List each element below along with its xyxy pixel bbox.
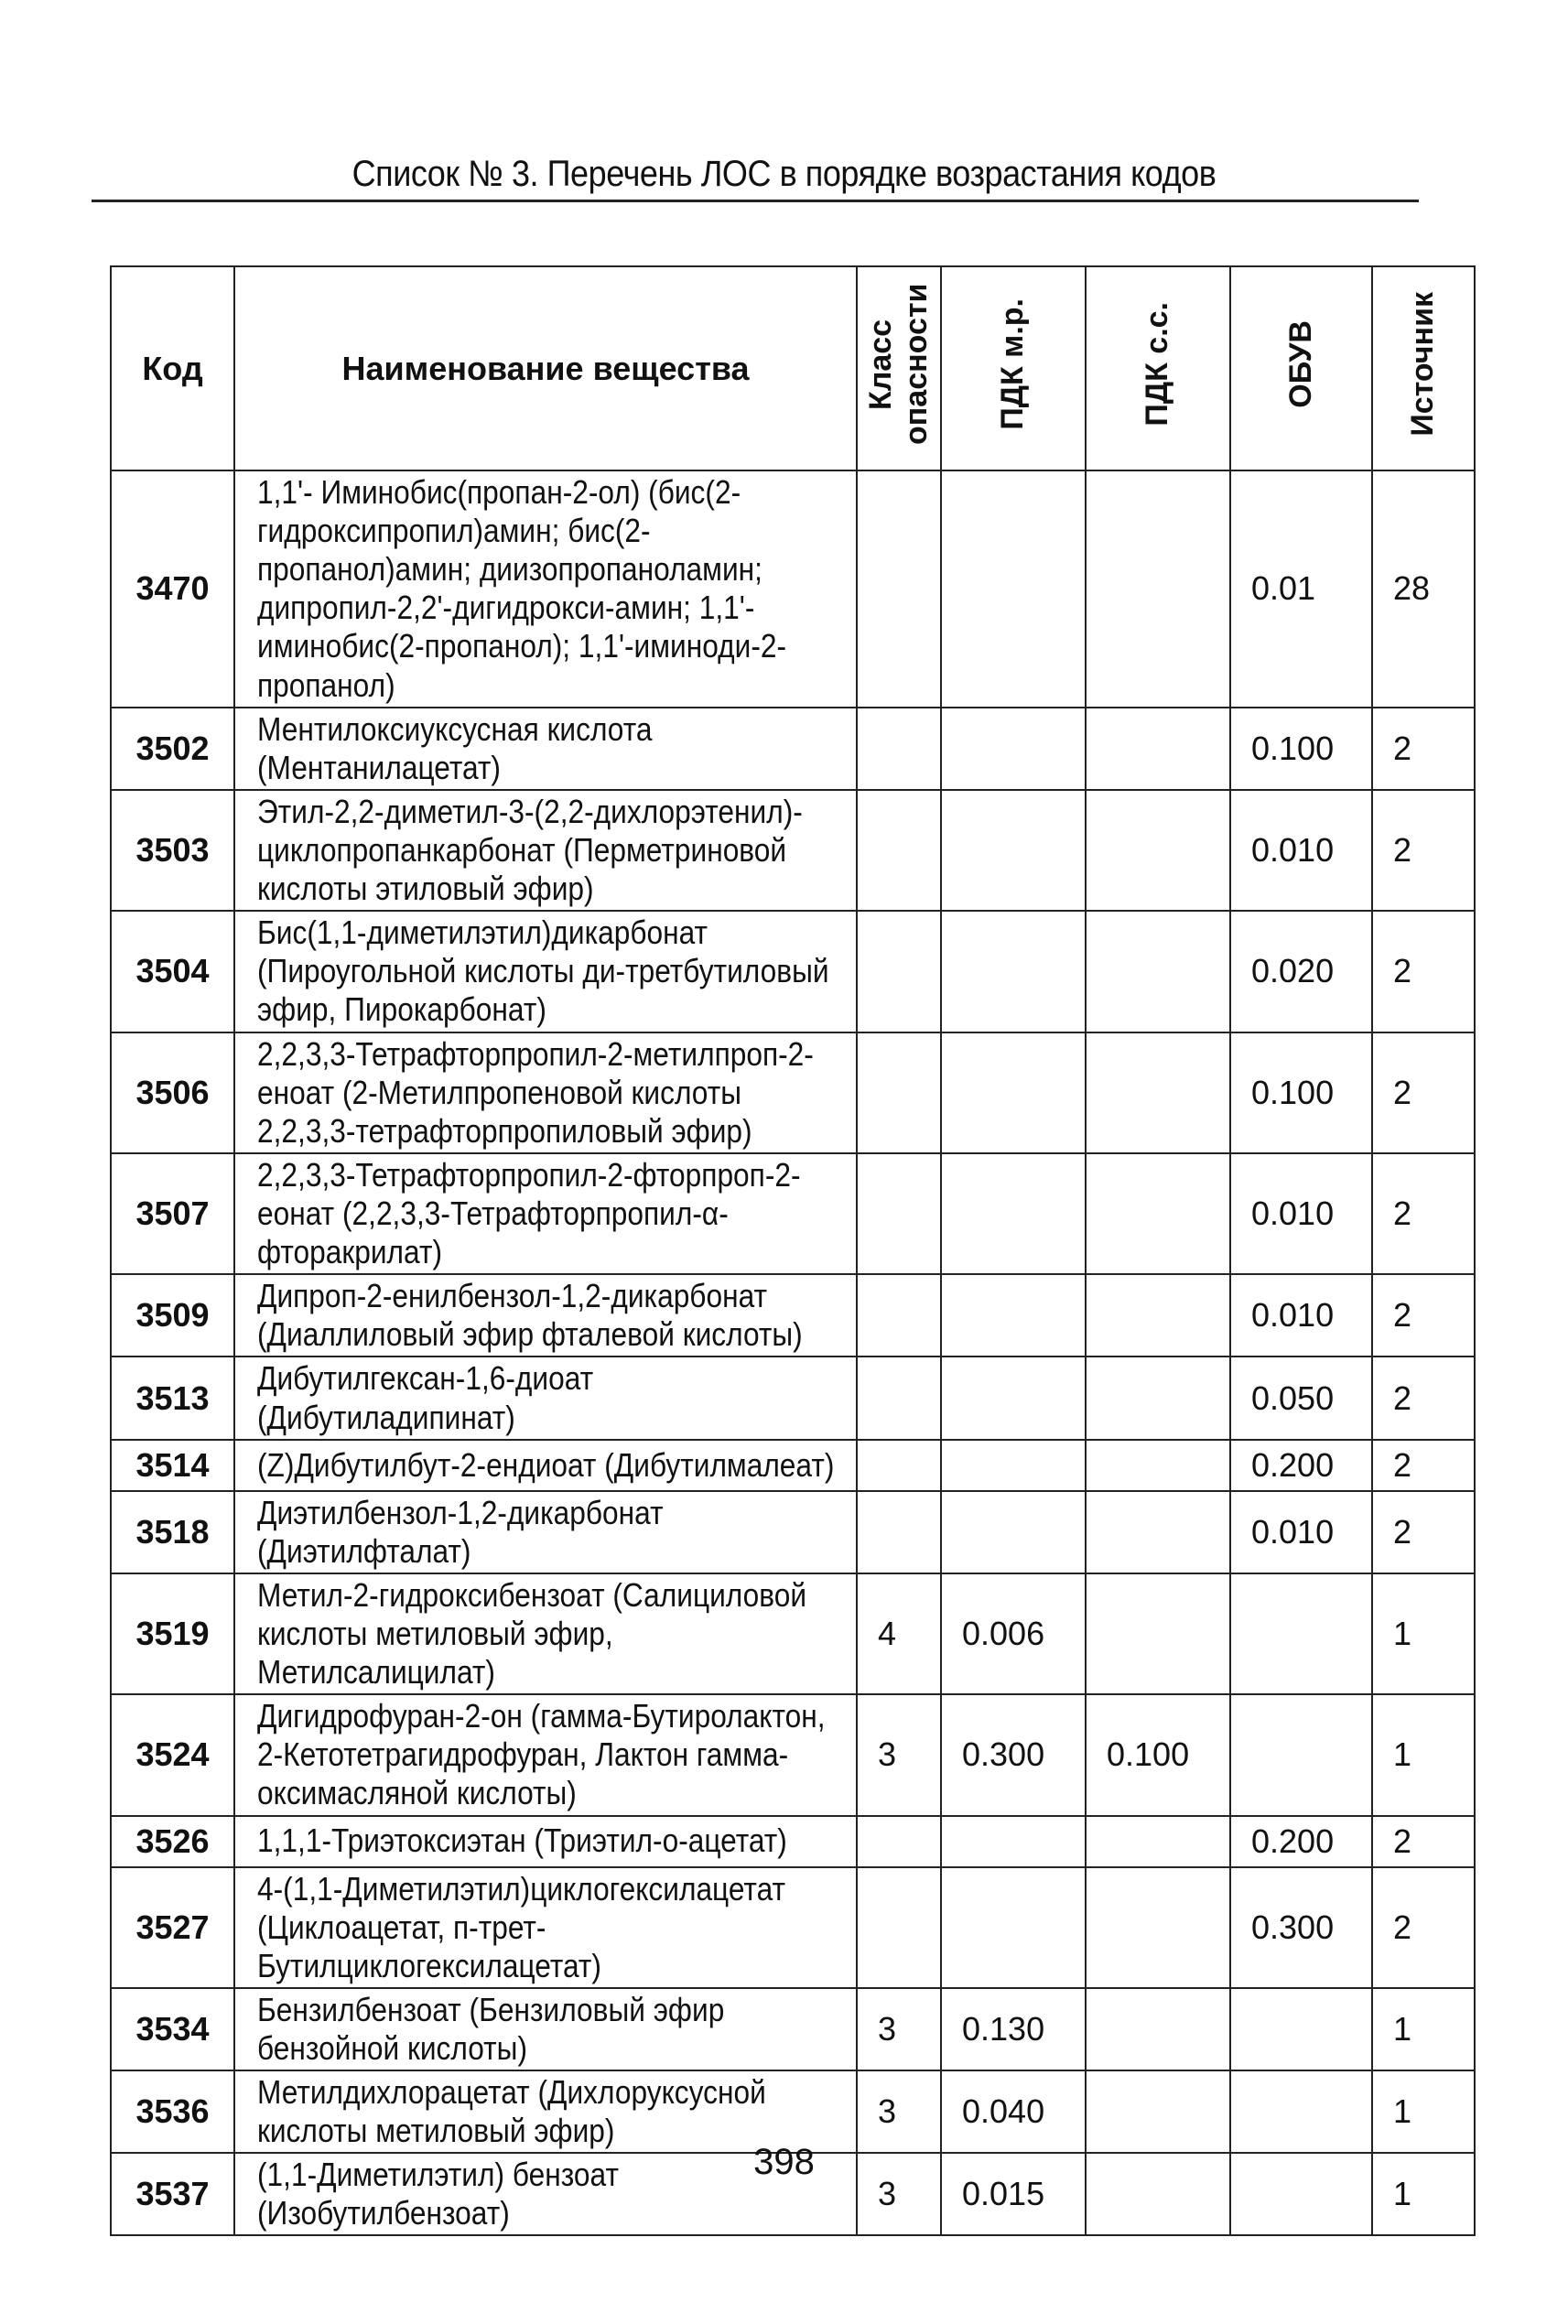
cell-name: (Z)Дибутилбут-2-ендиоат (Дибутилмалеат) (234, 1440, 857, 1491)
cell-pdk-mr (941, 1867, 1086, 1988)
cell-pdk-mr (941, 1357, 1086, 1439)
cell-pdk-ss (1086, 470, 1230, 708)
table-row (111, 1988, 1475, 2070)
table-header-row (111, 266, 1475, 470)
col-header-obuv: ОБУВ (1230, 266, 1372, 470)
col-header-hazard-class: Класс опасности (857, 266, 941, 470)
cell-pdk-mr (941, 1491, 1086, 1573)
cell-source: 2 (1372, 1816, 1475, 1867)
cell-obuv (1230, 2070, 1372, 2153)
cell-code: 3514 (111, 1440, 234, 1491)
cell-name: 2,2,3,3-Тетрафторпропил-2-метилпроп-2-еноат (2-Метилпропеновой кислоты 2,2,3,3-тетрафторпропиловый эфир) (234, 1032, 857, 1153)
substances-table (110, 265, 1476, 2236)
cell-obuv (1230, 1988, 1372, 2070)
cell-name: Дипроп-2-енилбензол-1,2-дикарбонат (Диаллиловый эфир фталевой кислоты) (234, 1274, 857, 1357)
cell-pdk-mr (941, 790, 1086, 911)
table-row (111, 1440, 1475, 1491)
cell-name: 1,1'- Иминобис(пропан-2-ол) (бис(2-гидроксипропил)амин; бис(2-пропанол)амин; диизопропаноламин; дипропил-2,2'-дигидрокси-амин; 1,1'-иминобис(2-пропанол); 1,1'-иминоди-2-пропанол) (234, 470, 857, 708)
cell-pdk-ss (1086, 1867, 1230, 1988)
cell-source: 1 (1372, 1988, 1475, 2070)
cell-pdk-ss (1086, 1357, 1230, 1439)
cell-hazard-class: 3 (857, 2070, 941, 2153)
cell-obuv (1230, 1573, 1372, 1694)
cell-source: 2 (1372, 1274, 1475, 1357)
table-row (111, 1573, 1475, 1694)
cell-obuv (1230, 1694, 1372, 1815)
cell-obuv: 0.010 (1230, 1153, 1372, 1274)
cell-code: 3509 (111, 1274, 234, 1357)
cell-name: Метил-2-гидроксибензоат (Салициловой кислоты метиловый эфир, Метилсалицилат) (234, 1573, 857, 1694)
cell-obuv: 0.010 (1230, 1491, 1372, 1573)
cell-obuv: 0.100 (1230, 1032, 1372, 1153)
cell-source: 2 (1372, 1491, 1475, 1573)
cell-code: 3536 (111, 2070, 234, 2153)
cell-obuv: 0.300 (1230, 1867, 1372, 1988)
cell-code: 3506 (111, 1032, 234, 1153)
cell-code: 3507 (111, 1153, 234, 1274)
cell-pdk-mr (941, 470, 1086, 708)
cell-source: 2 (1372, 911, 1475, 1032)
header-rule (92, 200, 1419, 202)
table-row (111, 1816, 1475, 1867)
cell-obuv: 0.010 (1230, 790, 1372, 911)
cell-code: 3513 (111, 1357, 234, 1439)
cell-pdk-ss (1086, 2070, 1230, 2153)
cell-pdk-ss (1086, 1032, 1230, 1153)
col-header-name: Наименование вещества (234, 266, 857, 470)
cell-name: Метилдихлорацетат (Дихлоруксусной кислоты метиловый эфир) (234, 2070, 857, 2153)
cell-hazard-class: 4 (857, 1573, 941, 1694)
cell-pdk-mr (941, 1032, 1086, 1153)
cell-pdk-mr (941, 911, 1086, 1032)
cell-source: 2 (1372, 1440, 1475, 1491)
cell-pdk-mr (941, 1153, 1086, 1274)
cell-code: 3502 (111, 708, 234, 790)
cell-source: 1 (1372, 2153, 1475, 2235)
col-header-pdk-ss: ПДК с.с. (1086, 266, 1230, 470)
col-header-source: Источник (1372, 266, 1475, 470)
table-row (111, 911, 1475, 1032)
cell-pdk-mr (941, 1816, 1086, 1867)
cell-name: Этил-2,2-диметил-3-(2,2-дихлорэтенил)-циклопропанкарбонат (Перметриновой кислоты этиловый эфир) (234, 790, 857, 911)
table-row (111, 1032, 1475, 1153)
cell-pdk-mr (941, 1440, 1086, 1491)
cell-pdk-ss (1086, 1274, 1230, 1357)
table-row (111, 2070, 1475, 2153)
cell-pdk-mr: 0.015 (941, 2153, 1086, 2235)
cell-pdk-mr: 0.300 (941, 1694, 1086, 1815)
table-row (111, 470, 1475, 708)
cell-name: Бис(1,1-диметилэтил)дикарбонат (Пироугольной кислоты ди-третбутиловый эфир, Пирокарбонат) (234, 911, 857, 1032)
cell-pdk-ss: 0.100 (1086, 1694, 1230, 1815)
cell-obuv: 0.01 (1230, 470, 1372, 708)
cell-code: 3504 (111, 911, 234, 1032)
cell-name: Бензилбензоат (Бензиловый эфир бензойной кислоты) (234, 1988, 857, 2070)
cell-code: 3526 (111, 1816, 234, 1867)
table-row (111, 1694, 1475, 1815)
cell-pdk-mr: 0.040 (941, 2070, 1086, 2153)
cell-name: Дибутилгексан-1,6-диоат (Дибутиладипинат) (234, 1357, 857, 1439)
table-row (111, 790, 1475, 911)
cell-name: Ментилоксиуксусная кислота (Ментанилацетат) (234, 708, 857, 790)
cell-obuv: 0.200 (1230, 1816, 1372, 1867)
cell-code: 3534 (111, 1988, 234, 2070)
cell-name: Диэтилбензол-1,2-дикарбонат (Диэтилфталат) (234, 1491, 857, 1573)
cell-pdk-ss (1086, 1153, 1230, 1274)
cell-source: 2 (1372, 790, 1475, 911)
cell-hazard-class: 3 (857, 1694, 941, 1815)
cell-name: 2,2,3,3-Тетрафторпропил-2-фторпроп-2-еонат (2,2,3,3-Тетрафторпропил-α-фторакрилат) (234, 1153, 857, 1274)
cell-hazard-class: 3 (857, 1988, 941, 2070)
cell-pdk-ss (1086, 790, 1230, 911)
cell-pdk-mr: 0.130 (941, 1988, 1086, 2070)
table-row (111, 1274, 1475, 1357)
table-row (111, 1491, 1475, 1573)
cell-obuv: 0.200 (1230, 1440, 1372, 1491)
cell-code: 3519 (111, 1573, 234, 1694)
cell-hazard-class: 3 (857, 2153, 941, 2235)
table-row (111, 1153, 1475, 1274)
cell-code: 3527 (111, 1867, 234, 1988)
cell-code: 3518 (111, 1491, 234, 1573)
cell-source: 28 (1372, 470, 1475, 708)
table-row (111, 1867, 1475, 1988)
cell-pdk-mr (941, 1274, 1086, 1357)
cell-name: 4-(1,1-Диметилэтил)циклогексилацетат (Циклоацетат, п-трет-Бутилциклогексилацетат) (234, 1867, 857, 1988)
cell-source: 2 (1372, 1032, 1475, 1153)
cell-source: 2 (1372, 1357, 1475, 1439)
cell-source: 2 (1372, 708, 1475, 790)
col-header-pdk-mr: ПДК м.р. (941, 266, 1086, 470)
cell-source: 1 (1372, 2070, 1475, 2153)
cell-code: 3503 (111, 790, 234, 911)
cell-source: 2 (1372, 1867, 1475, 1988)
cell-pdk-ss (1086, 1491, 1230, 1573)
cell-code: 3524 (111, 1694, 234, 1815)
cell-source: 2 (1372, 1153, 1475, 1274)
table-row (111, 708, 1475, 790)
cell-pdk-ss (1086, 1573, 1230, 1694)
cell-obuv: 0.020 (1230, 911, 1372, 1032)
cell-obuv: 0.100 (1230, 708, 1372, 790)
cell-pdk-mr: 0.006 (941, 1573, 1086, 1694)
cell-source: 1 (1372, 1694, 1475, 1815)
page-number: 398 (753, 2142, 815, 2182)
cell-source: 1 (1372, 1573, 1475, 1694)
cell-code: 3537 (111, 2153, 234, 2235)
cell-obuv: 0.050 (1230, 1357, 1372, 1439)
page-title: Список № 3. Перечень ЛОС в порядке возрастания кодов (351, 154, 1217, 194)
cell-name: 1,1,1-Триэтоксиэтан (Триэтил-о-ацетат) (234, 1816, 857, 1867)
cell-pdk-ss (1086, 708, 1230, 790)
cell-pdk-mr (941, 708, 1086, 790)
cell-name: Дигидрофуран-2-он (гамма-Бутиролактон, 2-Кетотетрагидрофуран, Лактон гамма-оксимасляной кислоты) (234, 1694, 857, 1815)
table-row (111, 1357, 1475, 1439)
cell-name: (1,1-Диметилэтил) бензоат (Изобутилбензоат) (234, 2153, 857, 2235)
cell-code: 3470 (111, 470, 234, 708)
cell-pdk-ss (1086, 1988, 1230, 2070)
cell-pdk-ss (1086, 911, 1230, 1032)
col-header-code: Код (111, 266, 234, 470)
cell-pdk-ss (1086, 1816, 1230, 1867)
cell-obuv: 0.010 (1230, 1274, 1372, 1357)
cell-pdk-ss (1086, 1440, 1230, 1491)
